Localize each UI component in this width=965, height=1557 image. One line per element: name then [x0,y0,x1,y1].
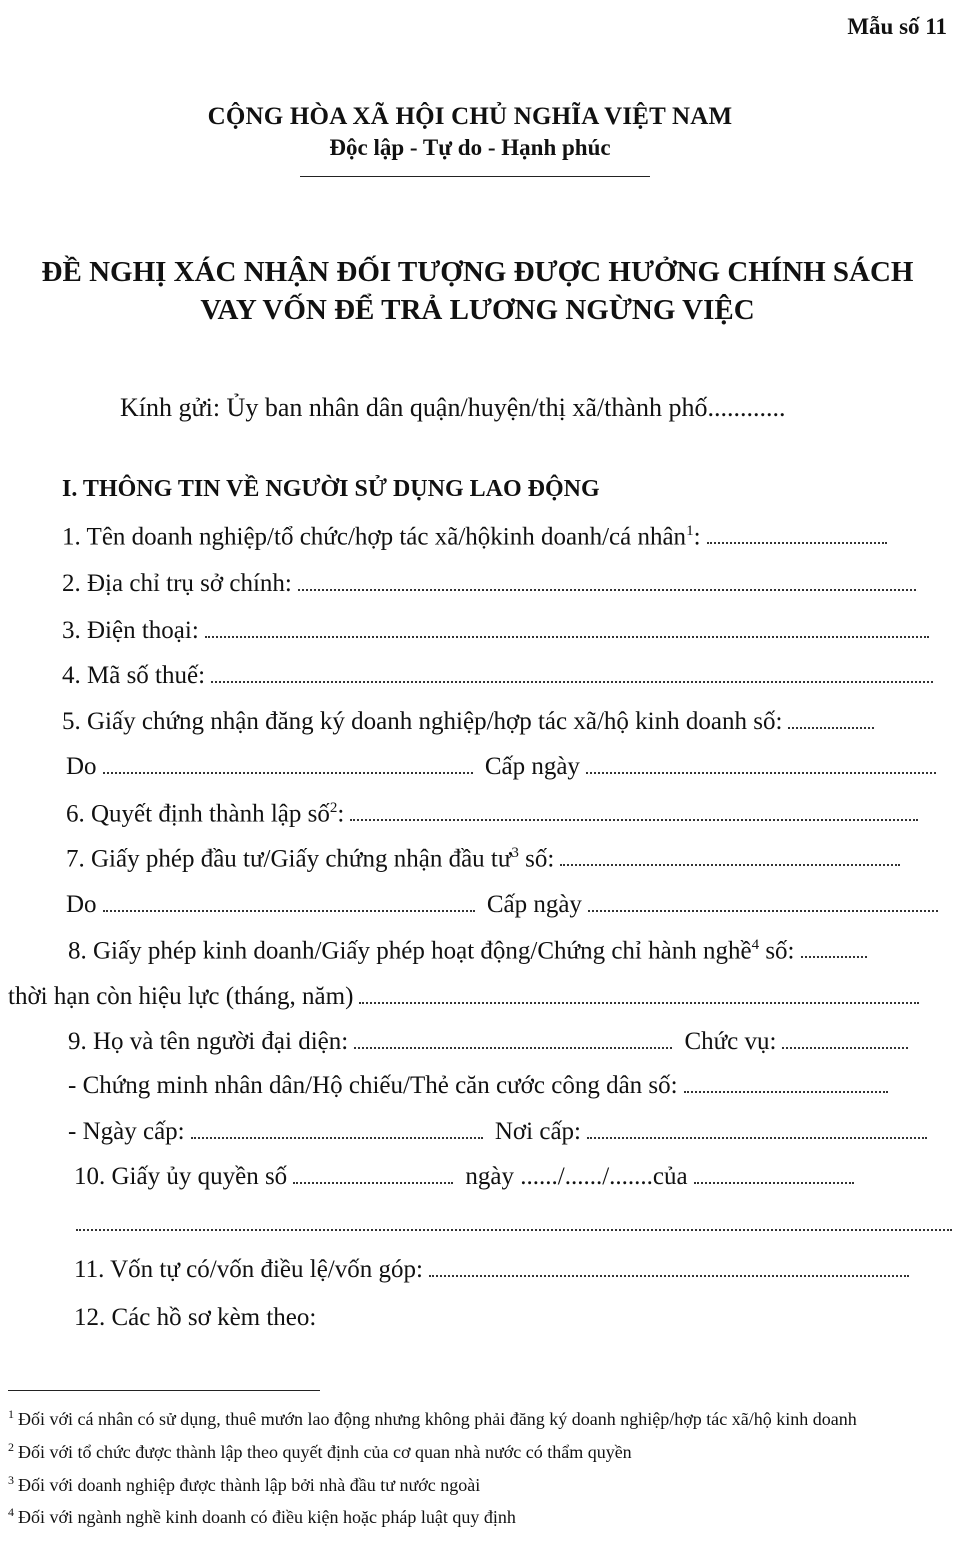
field-head-office-address [62,570,916,598]
fill-dots[interactable] [587,1137,927,1139]
field-label: - Chứng minh nhân dân/Hộ chiếu/Thẻ căn cước công dân số: [68,1072,678,1099]
footnote-number: 2 [8,1440,14,1454]
document-title-line2: VAY VỐN ĐỂ TRẢ LƯƠNG NGỪNG VIỆC [200,294,755,326]
motto-underline [300,176,650,177]
fill-dots[interactable] [103,910,475,912]
fill-dots[interactable] [707,542,887,544]
field-phone [62,617,929,645]
field-label-issue-date: - Ngày cấp: [68,1118,185,1145]
field-label-do: Do [66,891,97,918]
footnote-ref: 1 [686,523,694,539]
national-title: CỘNG HÒA XÃ HỘI CHỦ NGHĨA VIỆT NAM [207,103,733,130]
footnote-2 [8,1440,632,1463]
section-heading: I. THÔNG TIN VỀ NGƯỜI SỬ DỤNG LAO ĐỘNG [62,476,600,502]
fill-dots[interactable] [429,1275,909,1277]
field-label-colon: : [337,800,345,828]
footnote-text: Đối với ngành nghề kinh doanh có điều kiện hoặc pháp luật quy định [18,1507,516,1527]
footnote-text: Đối với cá nhân có sử dụng, thuê mướn lao động nhưng không phải đăng ký doanh nghiệp/hợp tác xã/hộ kinh doanh [18,1409,857,1429]
form-number: Mẫu số 11 [847,14,947,39]
field-enterprise-name [62,523,887,551]
footnote-ref: 3 [511,845,519,861]
field-label-issue-date: Cấp ngày [484,753,580,780]
field-investment-license-issuer [66,891,938,919]
field-label: 1. Tên doanh nghiệp/tổ chức/hợp tác xã/hộkinh doanh/cá nhân [62,523,687,551]
field-id-issue [68,1118,927,1146]
field-label-do: Do [66,753,97,780]
footnote-4 [8,1505,516,1528]
field-business-registration-issuer [66,753,936,781]
field-label-colon: số: [759,937,795,965]
field-license-validity [8,983,919,1011]
field-attachments [74,1304,316,1332]
fill-dots[interactable] [354,1047,672,1049]
footnote-divider [8,1390,320,1391]
fill-dots[interactable] [191,1137,483,1139]
fill-dots[interactable] [782,1047,908,1049]
field-authorization-continued [76,1210,956,1238]
fill-dots[interactable] [76,1229,952,1231]
field-label-issue-date: Cấp ngày [486,891,582,918]
field-label-colon: số: [518,845,555,873]
field-label: 4. Mã số thuế: [62,662,206,689]
footnote-ref: 4 [751,937,760,953]
field-label: 6. Quyết định thành lập số [66,800,330,828]
field-business-license [68,937,867,965]
field-label: 11. Vốn tự có/vốn điều lệ/vốn góp: [74,1256,423,1283]
field-label: 7. Giấy phép đầu tư/Giấy chứng nhận đầu tư [66,845,512,873]
field-label: 8. Giấy phép kinh doanh/Giấy phép hoạt động/Chứng chỉ hành nghề [68,937,752,965]
fill-dots[interactable] [205,636,929,638]
fill-dots[interactable] [293,1182,453,1184]
field-id-number [68,1072,888,1100]
footnote-3 [8,1473,480,1496]
field-label: 9. Họ và tên người đại diện: [68,1028,349,1055]
field-label: 10. Giấy ủy quyền số [74,1163,288,1190]
fill-dots[interactable] [359,1002,919,1004]
field-label-date: ngày ....../....../.......của [465,1163,688,1190]
field-label: thời hạn còn hiệu lực (tháng, năm) [8,983,354,1010]
footnote-number: 1 [8,1407,14,1421]
field-capital [74,1256,909,1284]
fill-dots[interactable] [103,772,473,774]
fill-dots[interactable] [298,589,916,591]
footnote-text: Đối với doanh nghiệp được thành lập bởi nhà đầu tư nước ngoài [18,1475,481,1495]
field-label: 5. Giấy chứng nhận đăng ký doanh nghiệp/hợp tác xã/hộ kinh doanh số: [62,708,783,735]
fill-dots[interactable] [350,819,918,821]
document-title-line1: ĐỀ NGHỊ XÁC NHẬN ĐỐI TƯỢNG ĐƯỢC HƯỞNG CHÍNH SÁCH [41,256,914,288]
field-investment-license [66,845,900,873]
field-label-position: Chức vụ: [684,1028,777,1055]
field-label: 12. Các hồ sơ kèm theo: [74,1304,317,1331]
fill-dots[interactable] [586,772,936,774]
field-authorization [74,1163,854,1191]
field-establishment-decision [66,800,918,828]
footnote-number: 3 [8,1473,14,1487]
fill-dots[interactable] [211,681,933,683]
field-label: 3. Điện thoại: [62,617,199,644]
footnote-text: Đối với tổ chức được thành lập theo quyết định của cơ quan nhà nước có thẩm quyền [18,1442,632,1462]
national-motto: Độc lập - Tự do - Hạnh phúc [329,135,611,160]
field-label-issue-place: Nơi cấp: [494,1118,581,1145]
fill-dots[interactable] [560,864,900,866]
fill-dots[interactable] [801,956,867,958]
footnote-ref: 2 [329,800,338,816]
fill-dots[interactable] [588,910,938,912]
field-representative [68,1028,908,1056]
field-label-colon: : [693,523,701,551]
fill-dots[interactable] [694,1182,854,1184]
fill-dots[interactable] [684,1091,888,1093]
field-business-registration [62,708,874,736]
footnote-1 [8,1407,857,1430]
field-tax-code [62,662,933,690]
field-label: 2. Địa chỉ trụ sở chính: [62,570,292,597]
footnote-number: 4 [8,1505,14,1519]
fill-dots[interactable] [788,727,874,729]
recipient-line: Kính gửi: Ủy ban nhân dân quận/huyện/thị xã/thành phố............ [120,393,786,422]
